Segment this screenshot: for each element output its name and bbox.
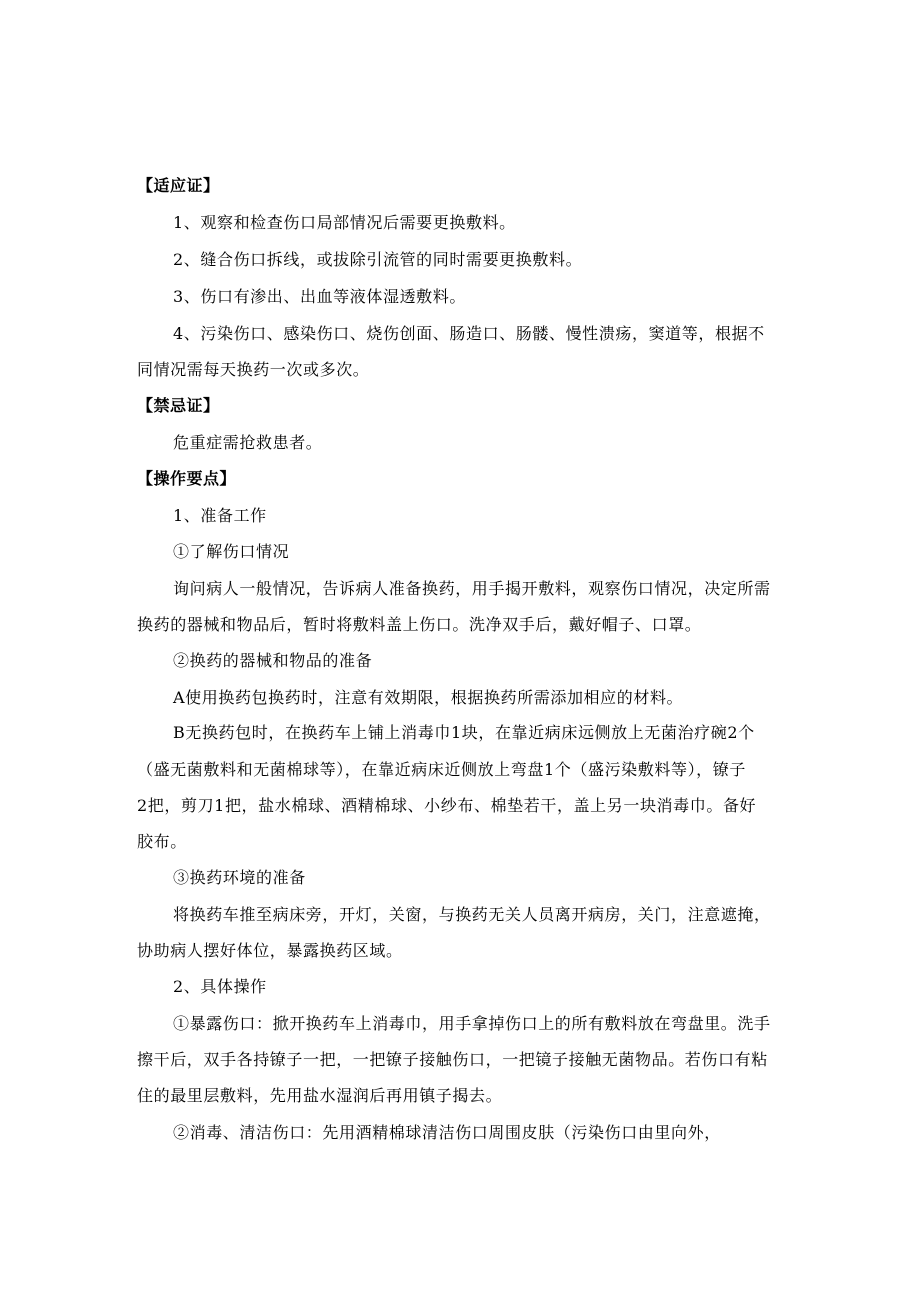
procedure-line: 2、具体操作 (173, 977, 267, 996)
indications-heading: 【适应证】 (137, 176, 220, 195)
procedure-line: 将换药车推至病床旁，开灯，关窗，与换药无关人员离开病房，关门，注意遮掩， (173, 905, 771, 924)
procedure-line: A使用换药包换药时，注意有效期限，根据换药所需添加相应的材料。 (173, 688, 684, 707)
indication-item-1: 1、观察和检查伤口局部情况后需要更换敷料。 (173, 213, 516, 232)
procedure-line: 协助病人摆好体位，暴露换药区域。 (137, 941, 403, 960)
procedure-line: ①暴露伤口：掀开换药车上消毒巾，用手拿掉伤口上的所有敷料放在弯盘里。洗手 (173, 1014, 771, 1033)
procedure-line: 换药的器械和物品后，暂时将敷料盖上伤口。洗净双手后，戴好帽子、口罩。 (137, 615, 702, 634)
procedure-line: ②换药的器械和物品的准备 (173, 651, 373, 670)
contraindications-text: 危重症需抢救患者。 (173, 433, 323, 452)
procedure-line: 胶布。 (137, 832, 187, 851)
indication-item-4-cont: 同情况需每天换药一次或多次。 (137, 360, 370, 379)
procedure-line: ③换药环境的准备 (173, 868, 306, 887)
indication-item-2: 2、缝合伤口拆线，或拔除引流管的同时需要更换敷料。 (173, 250, 583, 269)
indication-item-3: 3、伤口有渗出、出血等液体湿透敷料。 (173, 287, 466, 306)
procedure-heading: 【操作要点】 (137, 469, 237, 488)
procedure-line: B无换药包时，在换药车上铺上消毒巾1块，在靠近病床远侧放上无菌治疗碗2个 (173, 723, 755, 742)
procedure-line: 1、准备工作 (173, 506, 267, 525)
procedure-line: ①了解伤口情况 (173, 542, 290, 561)
procedure-line: 擦干后，双手各持镣子一把，一把镣子接触伤口，一把镜子接触无菌物品。若伤口有粘 (137, 1050, 768, 1069)
procedure-line: 2把，剪刀1把，盐水棉球、酒精棉球、小纱布、棉垫若干，盖上另一块消毒巾。备好 (137, 796, 757, 815)
contraindications-heading: 【禁忌证】 (137, 396, 220, 415)
procedure-line: 住的最里层敷料，先用盐水湿润后再用镇子揭去。 (137, 1086, 503, 1105)
procedure-line: 询问病人一般情况，告诉病人准备换药，用手揭开敷料，观察伤口情况，决定所需 (173, 579, 771, 598)
procedure-line: （盛无菌敷料和无菌棉球等），在靠近病床近侧放上弯盘1个（盛污染敷料等），镣子 (137, 760, 746, 779)
procedure-line: ②消毒、清洁伤口：先用酒精棉球清洁伤口周围皮肤（污染伤口由里向外， (173, 1123, 721, 1142)
indication-item-4: 4、污染伤口、感染伤口、烧伤创面、肠造口、肠髅、慢性溃疡，窦道等，根据不 (173, 324, 765, 343)
